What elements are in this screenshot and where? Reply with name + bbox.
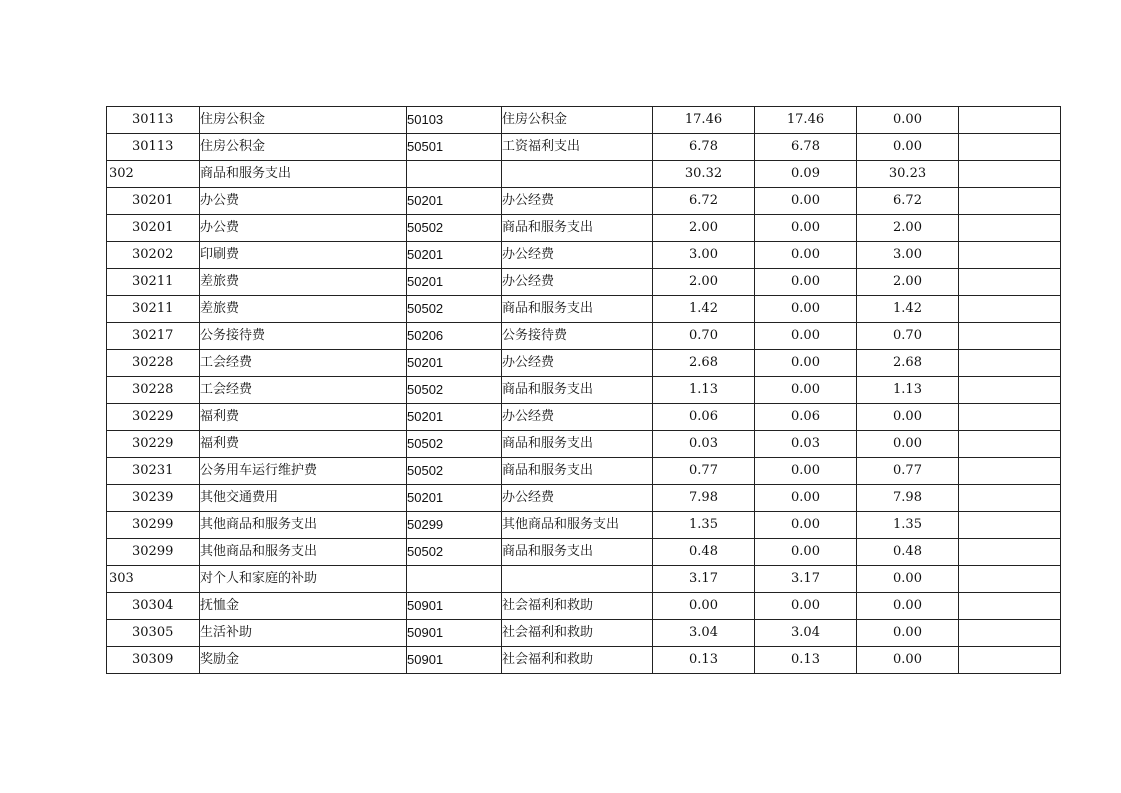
total-cell: 30.32	[653, 161, 755, 188]
func-name-cell: 商品和服务支出	[502, 458, 653, 485]
econ-code-cell: 30229	[107, 404, 200, 431]
note-cell	[959, 647, 1061, 674]
project-expense-cell: 0.00	[857, 620, 959, 647]
note-cell	[959, 566, 1061, 593]
table-row	[107, 269, 1061, 296]
total-cell: 0.00	[653, 593, 755, 620]
basic-expense-cell: 0.00	[755, 512, 857, 539]
total-cell: 0.06	[653, 404, 755, 431]
func-name-cell: 商品和服务支出	[502, 539, 653, 566]
func-code-cell: 50206	[407, 323, 502, 350]
econ-code-cell: 303	[107, 566, 200, 593]
econ-code-cell: 30217	[107, 323, 200, 350]
func-name-cell: 商品和服务支出	[502, 215, 653, 242]
table-row	[107, 188, 1061, 215]
total-cell: 0.70	[653, 323, 755, 350]
func-code-cell	[407, 566, 502, 593]
basic-expense-cell: 0.00	[755, 485, 857, 512]
note-cell	[959, 512, 1061, 539]
total-cell: 1.13	[653, 377, 755, 404]
econ-name-cell: 住房公积金	[200, 107, 407, 134]
project-expense-cell: 0.00	[857, 431, 959, 458]
table-row	[107, 647, 1061, 674]
budget-table	[106, 106, 1061, 674]
econ-code-cell: 30211	[107, 269, 200, 296]
note-cell	[959, 323, 1061, 350]
func-code-cell: 50901	[407, 647, 502, 674]
func-name-cell: 公务接待费	[502, 323, 653, 350]
table-row	[107, 134, 1061, 161]
note-cell	[959, 593, 1061, 620]
project-expense-cell: 1.42	[857, 296, 959, 323]
table-row	[107, 215, 1061, 242]
func-code-cell: 50201	[407, 404, 502, 431]
table-row	[107, 350, 1061, 377]
econ-name-cell: 公务接待费	[200, 323, 407, 350]
total-cell: 0.03	[653, 431, 755, 458]
table-row	[107, 431, 1061, 458]
func-code-cell: 50201	[407, 188, 502, 215]
note-cell	[959, 620, 1061, 647]
project-expense-cell: 0.00	[857, 134, 959, 161]
project-expense-cell: 3.00	[857, 242, 959, 269]
econ-code-cell: 30228	[107, 377, 200, 404]
func-name-cell: 社会福利和救助	[502, 647, 653, 674]
econ-name-cell: 其他交通费用	[200, 485, 407, 512]
table-row	[107, 620, 1061, 647]
econ-name-cell: 生活补助	[200, 620, 407, 647]
basic-expense-cell: 0.06	[755, 404, 857, 431]
econ-name-cell: 办公费	[200, 215, 407, 242]
basic-expense-cell: 17.46	[755, 107, 857, 134]
note-cell	[959, 215, 1061, 242]
basic-expense-cell: 0.00	[755, 242, 857, 269]
econ-code-cell: 30231	[107, 458, 200, 485]
table-row	[107, 593, 1061, 620]
func-name-cell: 社会福利和救助	[502, 593, 653, 620]
econ-code-cell: 30299	[107, 539, 200, 566]
func-name-cell: 住房公积金	[502, 107, 653, 134]
note-cell	[959, 188, 1061, 215]
table-row	[107, 242, 1061, 269]
func-code-cell: 50201	[407, 269, 502, 296]
table-row	[107, 404, 1061, 431]
project-expense-cell: 0.00	[857, 566, 959, 593]
total-cell: 2.68	[653, 350, 755, 377]
basic-expense-cell: 6.78	[755, 134, 857, 161]
econ-name-cell: 工会经费	[200, 350, 407, 377]
total-cell: 3.17	[653, 566, 755, 593]
note-cell	[959, 431, 1061, 458]
table-row	[107, 539, 1061, 566]
econ-name-cell: 福利费	[200, 431, 407, 458]
basic-expense-cell: 0.00	[755, 188, 857, 215]
econ-code-cell: 30309	[107, 647, 200, 674]
basic-expense-cell: 0.13	[755, 647, 857, 674]
func-code-cell: 50201	[407, 485, 502, 512]
note-cell	[959, 377, 1061, 404]
note-cell	[959, 539, 1061, 566]
func-name-cell: 其他商品和服务支出	[502, 512, 653, 539]
total-cell: 0.48	[653, 539, 755, 566]
econ-code-cell: 30305	[107, 620, 200, 647]
basic-expense-cell: 0.00	[755, 323, 857, 350]
project-expense-cell: 2.68	[857, 350, 959, 377]
econ-code-cell: 30304	[107, 593, 200, 620]
note-cell	[959, 242, 1061, 269]
func-name-cell	[502, 566, 653, 593]
econ-code-cell: 30299	[107, 512, 200, 539]
econ-code-cell: 30113	[107, 107, 200, 134]
func-code-cell: 50901	[407, 593, 502, 620]
total-cell: 0.77	[653, 458, 755, 485]
func-name-cell: 办公经费	[502, 485, 653, 512]
basic-expense-cell: 0.03	[755, 431, 857, 458]
basic-expense-cell: 0.00	[755, 350, 857, 377]
econ-name-cell: 福利费	[200, 404, 407, 431]
total-cell: 2.00	[653, 215, 755, 242]
table-row	[107, 566, 1061, 593]
table-row	[107, 161, 1061, 188]
project-expense-cell: 0.00	[857, 107, 959, 134]
func-name-cell: 办公经费	[502, 242, 653, 269]
func-code-cell: 50201	[407, 350, 502, 377]
basic-expense-cell: 3.17	[755, 566, 857, 593]
project-expense-cell: 1.35	[857, 512, 959, 539]
econ-name-cell: 差旅费	[200, 296, 407, 323]
table-row	[107, 377, 1061, 404]
econ-name-cell: 其他商品和服务支出	[200, 539, 407, 566]
func-code-cell: 50502	[407, 377, 502, 404]
econ-name-cell: 抚恤金	[200, 593, 407, 620]
total-cell: 7.98	[653, 485, 755, 512]
note-cell	[959, 485, 1061, 512]
econ-name-cell: 印刷费	[200, 242, 407, 269]
func-name-cell: 办公经费	[502, 269, 653, 296]
econ-code-cell: 30239	[107, 485, 200, 512]
basic-expense-cell: 0.00	[755, 539, 857, 566]
note-cell	[959, 458, 1061, 485]
project-expense-cell: 0.00	[857, 404, 959, 431]
total-cell: 1.42	[653, 296, 755, 323]
func-code-cell: 50502	[407, 458, 502, 485]
note-cell	[959, 107, 1061, 134]
func-name-cell: 办公经费	[502, 404, 653, 431]
basic-expense-cell: 0.00	[755, 269, 857, 296]
total-cell: 3.00	[653, 242, 755, 269]
table-row	[107, 485, 1061, 512]
func-code-cell: 50901	[407, 620, 502, 647]
project-expense-cell: 0.00	[857, 593, 959, 620]
func-name-cell	[502, 161, 653, 188]
econ-code-cell: 302	[107, 161, 200, 188]
note-cell	[959, 350, 1061, 377]
basic-expense-cell: 0.09	[755, 161, 857, 188]
func-code-cell: 50299	[407, 512, 502, 539]
econ-name-cell: 工会经费	[200, 377, 407, 404]
func-code-cell: 50502	[407, 296, 502, 323]
basic-expense-cell: 3.04	[755, 620, 857, 647]
econ-name-cell: 办公费	[200, 188, 407, 215]
table-row	[107, 107, 1061, 134]
econ-code-cell: 30202	[107, 242, 200, 269]
econ-name-cell: 其他商品和服务支出	[200, 512, 407, 539]
project-expense-cell: 6.72	[857, 188, 959, 215]
func-code-cell: 50103	[407, 107, 502, 134]
econ-name-cell: 公务用车运行维护费	[200, 458, 407, 485]
econ-name-cell: 对个人和家庭的补助	[200, 566, 407, 593]
project-expense-cell: 1.13	[857, 377, 959, 404]
total-cell: 6.72	[653, 188, 755, 215]
func-code-cell	[407, 161, 502, 188]
project-expense-cell: 30.23	[857, 161, 959, 188]
econ-code-cell: 30201	[107, 215, 200, 242]
note-cell	[959, 134, 1061, 161]
table-body	[107, 107, 1061, 674]
econ-name-cell: 奖励金	[200, 647, 407, 674]
table-row	[107, 296, 1061, 323]
total-cell: 17.46	[653, 107, 755, 134]
econ-code-cell: 30201	[107, 188, 200, 215]
econ-code-cell: 30113	[107, 134, 200, 161]
note-cell	[959, 296, 1061, 323]
project-expense-cell: 0.70	[857, 323, 959, 350]
econ-name-cell: 商品和服务支出	[200, 161, 407, 188]
econ-code-cell: 30228	[107, 350, 200, 377]
func-code-cell: 50502	[407, 215, 502, 242]
basic-expense-cell: 0.00	[755, 296, 857, 323]
func-code-cell: 50201	[407, 242, 502, 269]
func-name-cell: 办公经费	[502, 188, 653, 215]
note-cell	[959, 404, 1061, 431]
project-expense-cell: 2.00	[857, 215, 959, 242]
total-cell: 3.04	[653, 620, 755, 647]
total-cell: 1.35	[653, 512, 755, 539]
func-name-cell: 商品和服务支出	[502, 296, 653, 323]
func-name-cell: 社会福利和救助	[502, 620, 653, 647]
func-name-cell: 工资福利支出	[502, 134, 653, 161]
table-row	[107, 512, 1061, 539]
total-cell: 0.13	[653, 647, 755, 674]
econ-name-cell: 差旅费	[200, 269, 407, 296]
total-cell: 2.00	[653, 269, 755, 296]
note-cell	[959, 161, 1061, 188]
table-row	[107, 458, 1061, 485]
project-expense-cell: 0.77	[857, 458, 959, 485]
func-code-cell: 50502	[407, 431, 502, 458]
func-code-cell: 50502	[407, 539, 502, 566]
econ-code-cell: 30229	[107, 431, 200, 458]
note-cell	[959, 269, 1061, 296]
basic-expense-cell: 0.00	[755, 215, 857, 242]
project-expense-cell: 7.98	[857, 485, 959, 512]
func-name-cell: 办公经费	[502, 350, 653, 377]
project-expense-cell: 0.00	[857, 647, 959, 674]
project-expense-cell: 0.48	[857, 539, 959, 566]
basic-expense-cell: 0.00	[755, 593, 857, 620]
func-name-cell: 商品和服务支出	[502, 431, 653, 458]
econ-name-cell: 住房公积金	[200, 134, 407, 161]
econ-code-cell: 30211	[107, 296, 200, 323]
basic-expense-cell: 0.00	[755, 458, 857, 485]
func-name-cell: 商品和服务支出	[502, 377, 653, 404]
project-expense-cell: 2.00	[857, 269, 959, 296]
basic-expense-cell: 0.00	[755, 377, 857, 404]
total-cell: 6.78	[653, 134, 755, 161]
func-code-cell: 50501	[407, 134, 502, 161]
table-row	[107, 323, 1061, 350]
